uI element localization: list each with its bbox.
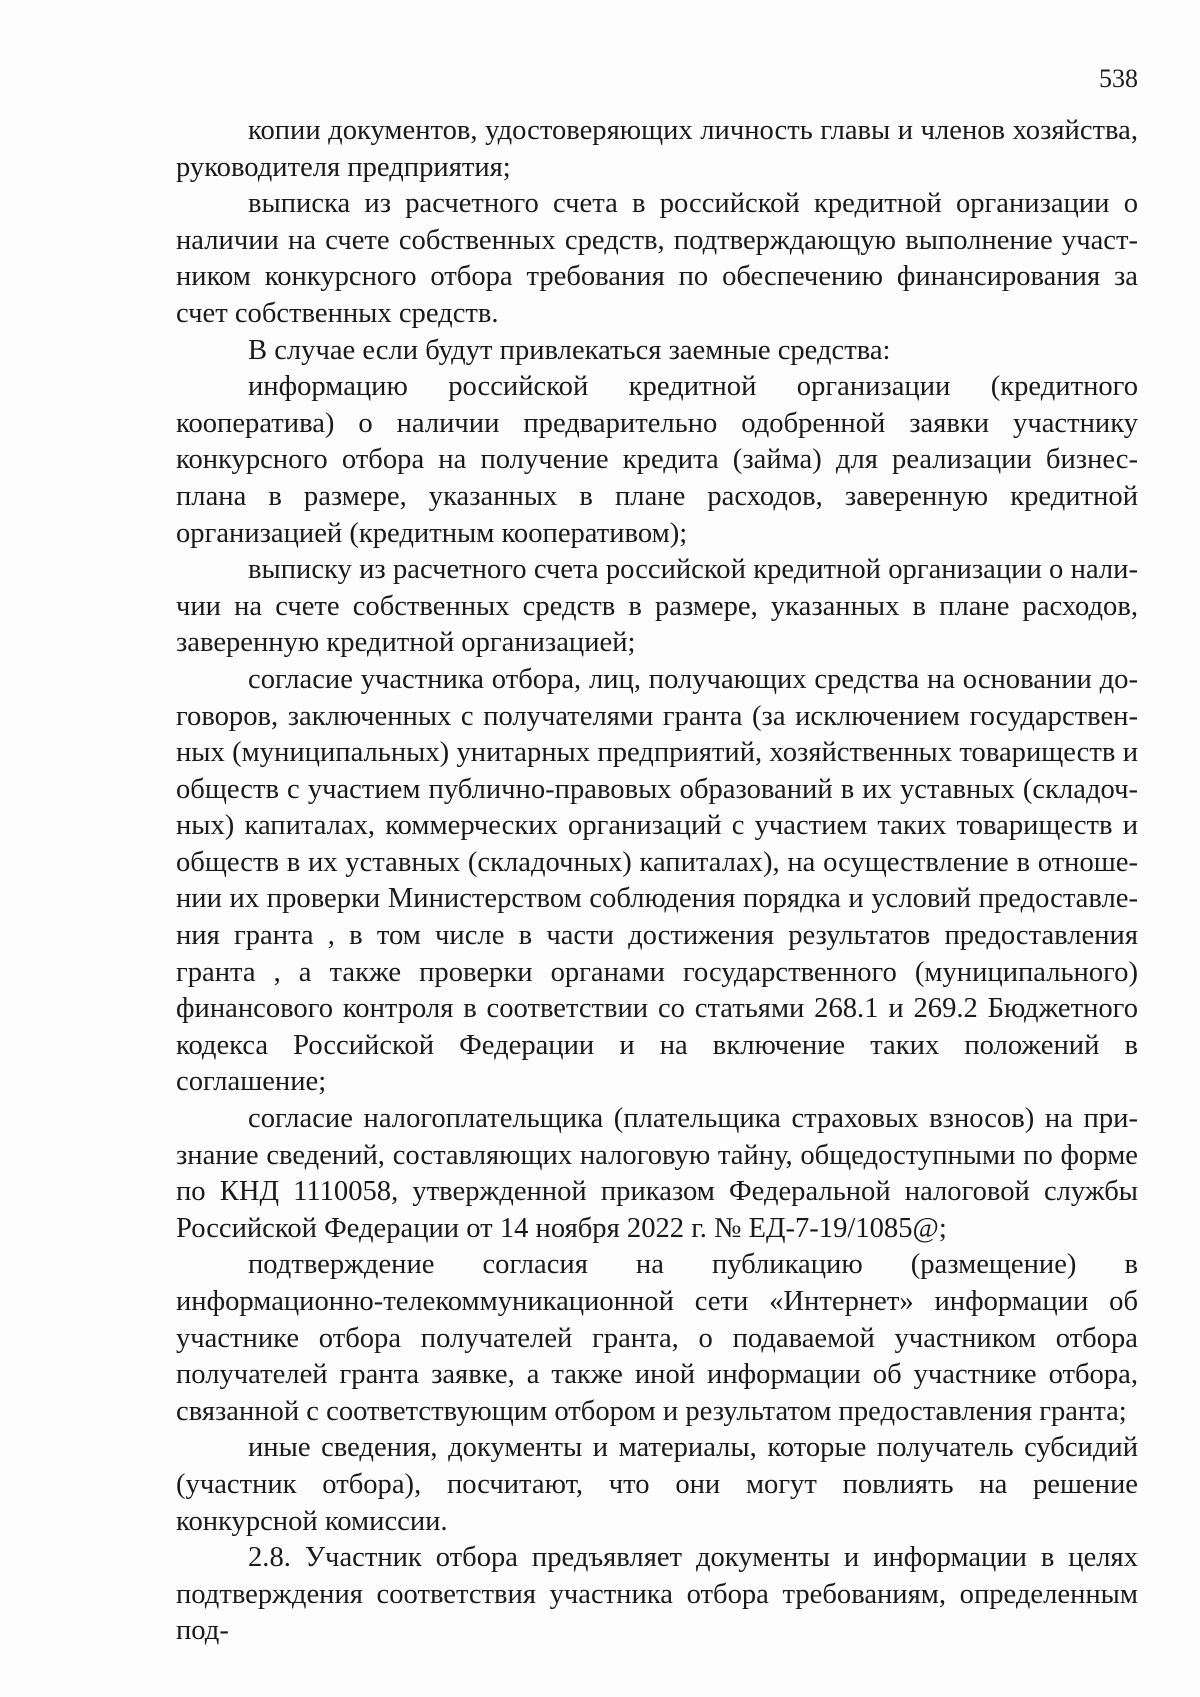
paragraph-identity-documents: копии документов, удостоверяющих личность главы и членов хозяйства, руководителя предприятия; bbox=[176, 115, 1138, 183]
paragraph-credit-organization-info: информацию российской кредитной организации (кредитного кооператива) о наличии предварительно одобренной заявки участнику конкурсного отбора на получение кредита (займа) для реализации бизнес-плана в размере, указанных в плане расходов, заверенную кредитной организацией (кредитным кооперативом); bbox=[176, 371, 1138, 549]
paragraph-section-2-8: 2.8. Участник отбора предъявляет документы и информации в целях подтверждения соответствия участника отбора требованиям, определенным под- bbox=[176, 1542, 1138, 1647]
paragraph-participant-consent: согласие участника отбора, лиц, получающих средства на основании договоров, заключенных с получателями гранта (за исключением государственных (муниципальных) унитарных предприятий, хозяйственных товариществ и обществ с участием публично-правовых образований в их уставных (складочных) капиталах, коммерческих организаций с участием таких товариществ и обществ в их уставных (складочных) капиталах), на осуществление в отношении их проверки Министерством соблюдения порядка и условий предоставления гранта , в том числе в части достижения результатов предоставления гранта , а также проверки органами государственного (муниципального) финансового контроля в соответствии со статьями 268.1 и 269.2 Бюджетного кодекса Российской Федерации и на включение таких положений в соглашение; bbox=[176, 663, 1138, 1098]
paragraph-publication-consent: подтверждение согласия на публикацию (размещение) в информационно-телекоммуникационной сети «Интернет» информации об участнике отбора получателей гранта, о подаваемой участником отбора получателей гранта заявке, а также иной информации об участнике отбора, связанной с соответствующим отбором и результатом предоставления гранта; bbox=[176, 1249, 1138, 1427]
paragraph-other-materials: иные сведения, документы и материалы, которые получатель субсидий (участник отбора), посчитают, что они могут повлиять на решение конкурсной комиссии. bbox=[176, 1432, 1138, 1537]
paragraph-borrowed-funds-heading: В случае если будут привлекаться заемные средства: bbox=[248, 334, 891, 366]
paragraph-taxpayer-consent: согласие налогоплательщика (плательщика страховых взносов) на признание сведений, составляющих налоговую тайну, общедоступными по форме по КНД 1110058, утвержденной приказом Федеральной налоговой службы Российской Федерации от 14 ноября 2022 г. № ЕД-7-19/1085@; bbox=[176, 1103, 1138, 1244]
document-body bbox=[176, 113, 1138, 1650]
paragraph-bank-statement-own-funds: выписка из расчетного счета в российской кредитной организации о наличии на счете собственных средств, подтверждающую выполнение участником конкурсного отбора требования по обеспечению финансирования за счет собственных средств. bbox=[176, 188, 1138, 329]
paragraph-bank-statement-expenses: выписку из расчетного счета российской кредитной организации о наличии на счете собственных средств в размере, указанных в плане расходов, заверенную кредитной организацией; bbox=[176, 554, 1138, 659]
page-number: 538 bbox=[1099, 64, 1138, 93]
